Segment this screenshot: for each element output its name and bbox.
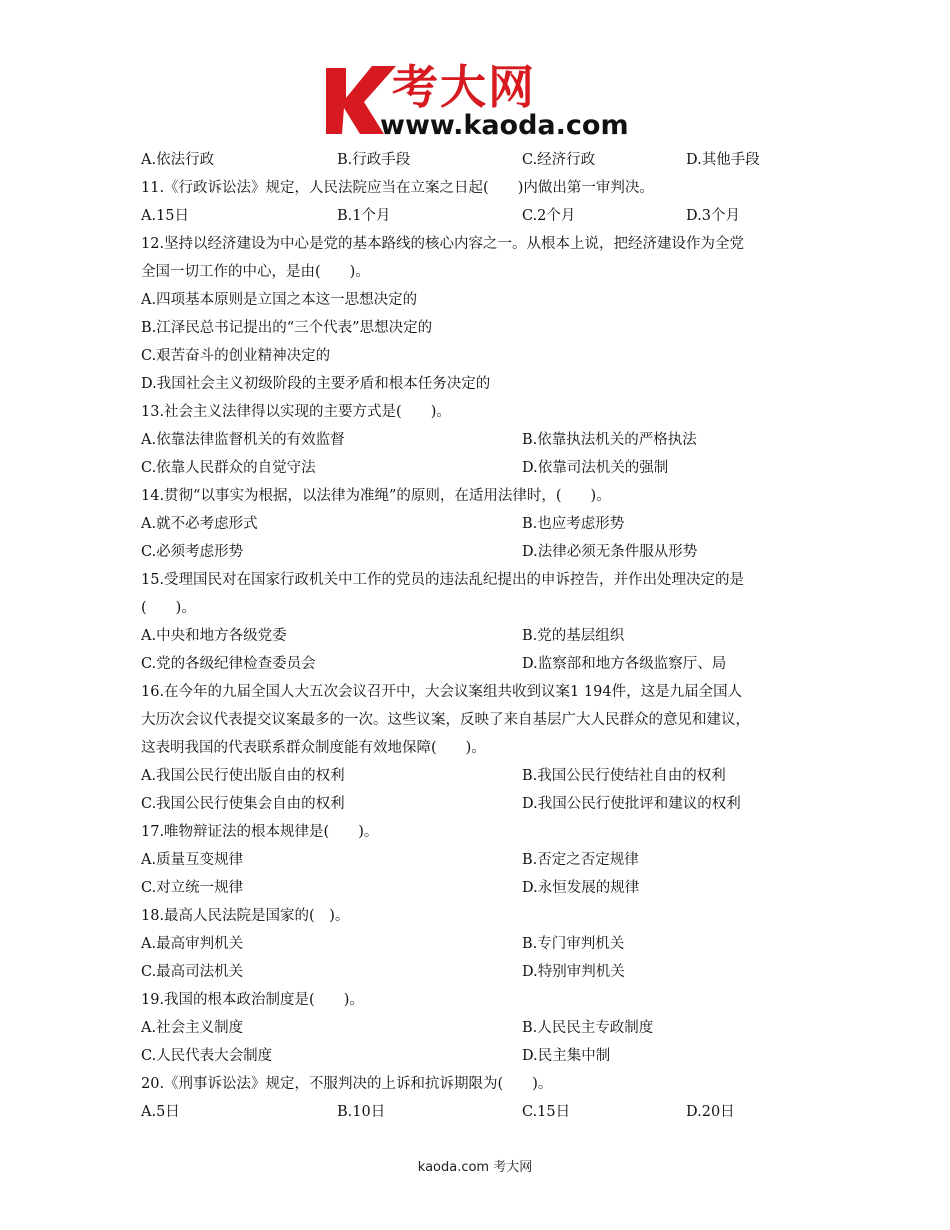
q16-stem-line2: 大历次会议代表提交议案最多的一次。这些议案，反映了来自基层广大人民群众的意见和建议， xyxy=(141,712,750,728)
q20-option-b: B.10日 xyxy=(337,1104,386,1120)
q10-option-c: C.经济行政 xyxy=(522,152,596,168)
q20-option-a: A.5日 xyxy=(141,1104,180,1120)
q15-option-b: B.党的基层组织 xyxy=(522,628,625,644)
q12-stem-line2: 全国一切工作的中心，是由( )。 xyxy=(141,264,370,280)
q17-option-d: D.永恒发展的规律 xyxy=(522,880,640,896)
q11-stem: 11.《行政诉讼法》规定，人民法院应当在立案之日起( )内做出第一审判决。 xyxy=(141,180,654,196)
q16-option-c: C.我国公民行使集会自由的权利 xyxy=(141,796,345,812)
q17-option-a: A.质量互变规律 xyxy=(141,852,244,868)
q15-option-c: C.党的各级纪律检查委员会 xyxy=(141,656,316,672)
q18-option-b: B.专门审判机关 xyxy=(522,936,625,952)
q10-option-b: B.行政手段 xyxy=(337,152,411,168)
q18-option-a: A.最高审判机关 xyxy=(141,936,244,952)
q15-option-a: A.中央和地方各级党委 xyxy=(141,628,287,644)
logo-brand-text: 考大网 xyxy=(392,60,536,114)
q16-stem-line3: 这表明我国的代表联系群众制度能有效地保障( )。 xyxy=(141,740,486,756)
q14-option-c: C.必须考虑形势 xyxy=(141,544,244,560)
q12-option-c: C.艰苦奋斗的创业精神决定的 xyxy=(141,348,331,364)
q16-option-d: D.我国公民行使批评和建议的权利 xyxy=(522,796,741,812)
q17-option-b: B.否定之否定规律 xyxy=(522,852,639,868)
q19-option-a: A.社会主义制度 xyxy=(141,1020,244,1036)
q13-stem: 13.社会主义法律得以实现的主要方式是( )。 xyxy=(141,404,451,420)
q18-option-d: D.特别审判机关 xyxy=(522,964,625,980)
q13-option-d: D.依靠司法机关的强制 xyxy=(522,460,669,476)
q19-stem: 19.我国的根本政治制度是( )。 xyxy=(141,992,364,1008)
q17-option-c: C.对立统一规律 xyxy=(141,880,244,896)
q14-option-b: B.也应考虑形势 xyxy=(522,516,625,532)
q13-option-a: A.依靠法律监督机关的有效监督 xyxy=(141,432,345,448)
q12-option-b: B.江泽民总书记提出的“三个代表”思想决定的 xyxy=(141,320,433,336)
q14-stem: 14.贯彻“以事实为根据，以法律为准绳”的原则，在适用法律时，( )。 xyxy=(141,488,611,504)
q12-option-a: A.四项基本原则是立国之本这一思想决定的 xyxy=(141,292,418,308)
q10-option-d: D.其他手段 xyxy=(686,152,760,168)
q11-option-b: B.1个月 xyxy=(337,208,391,224)
q14-option-a: A.就不必考虑形式 xyxy=(141,516,258,532)
q14-option-d: D.法律必须无条件服从形势 xyxy=(522,544,698,560)
q12-stem-line1: 12.坚持以经济建设为中心是党的基本路线的核心内容之一。从根本上说，把经济建设作为全党 xyxy=(141,236,745,252)
q18-option-c: C.最高司法机关 xyxy=(141,964,244,980)
q13-option-b: B.依靠执法机关的严格执法 xyxy=(522,432,697,448)
q20-option-d: D.20日 xyxy=(686,1104,735,1120)
q20-stem: 20.《刑事诉讼法》规定，不服判决的上诉和抗诉期限为( )。 xyxy=(141,1076,553,1092)
q11-option-a: A.15日 xyxy=(141,208,190,224)
q19-option-c: C.人民代表大会制度 xyxy=(141,1048,273,1064)
q19-option-d: D.民主集中制 xyxy=(522,1048,611,1064)
q20-option-c: C.15日 xyxy=(522,1104,571,1120)
q15-option-d: D.监察部和地方各级监察厅、局 xyxy=(522,656,727,672)
q13-option-c: C.依靠人民群众的自觉守法 xyxy=(141,460,316,476)
page-footer: kaoda.com 考大网 xyxy=(417,1160,533,1175)
q18-stem: 18.最高人民法院是国家的( )。 xyxy=(141,908,350,924)
q16-stem-line1: 16.在今年的九届全国人大五次会议召开中，大会议案组共收到议案1 194件，这是九届全国人 xyxy=(141,684,743,700)
q11-option-c: C.2个月 xyxy=(522,208,576,224)
q10-option-a: A.依法行政 xyxy=(141,152,215,168)
q17-stem: 17.唯物辩证法的根本规律是( )。 xyxy=(141,824,379,840)
q11-option-d: D.3个月 xyxy=(686,208,740,224)
q15-stem-line1: 15.受理国民对在国家行政机关中工作的党员的违法乱纪提出的申诉控告，并作出处理决定的是 xyxy=(141,572,745,588)
logo-url-text: www.kaoda.com xyxy=(380,110,629,141)
site-logo xyxy=(322,60,642,144)
q15-stem-line2: ( )。 xyxy=(141,600,196,616)
q12-option-d: D.我国社会主义初级阶段的主要矛盾和根本任务决定的 xyxy=(141,376,491,392)
q19-option-b: B.人民民主专政制度 xyxy=(522,1020,654,1036)
q16-option-b: B.我国公民行使结社自由的权利 xyxy=(522,768,726,784)
q16-option-a: A.我国公民行使出版自由的权利 xyxy=(141,768,345,784)
